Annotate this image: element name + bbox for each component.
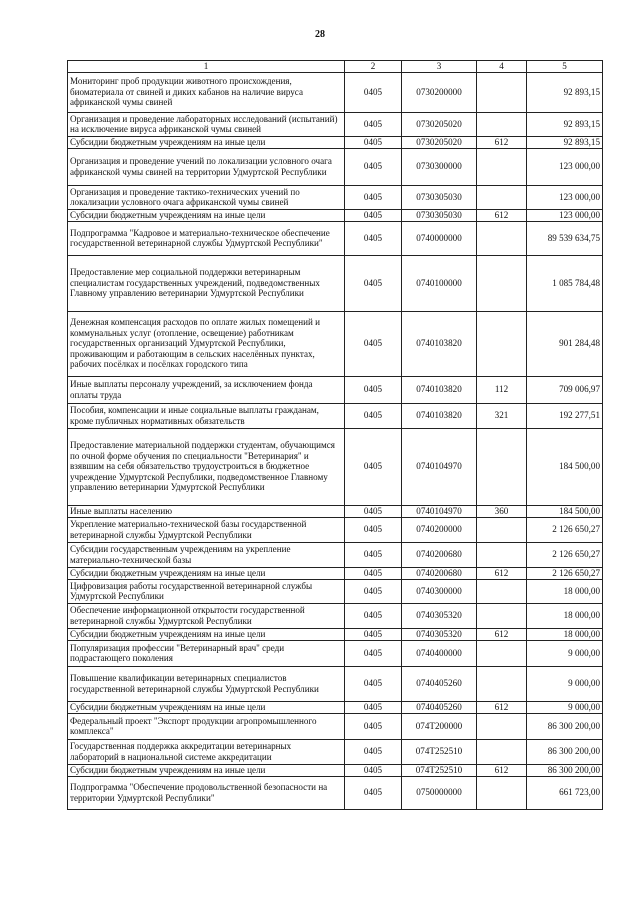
table-row [68,255,603,311]
table-row [68,640,603,666]
section-code: 0405 [345,517,402,542]
amount: 184 500,00 [527,428,603,505]
section-code: 0405 [345,376,402,403]
column-number-3: 3 [402,61,477,73]
table-row [68,148,603,185]
target-article-code: 0730205020 [402,136,477,148]
amount: 2 126 650,27 [527,542,603,567]
table-row [68,185,603,209]
target-article-code: 0740305320 [402,603,477,628]
amount: 92 893,15 [527,136,603,148]
section-code: 0405 [345,764,402,776]
page-number: 28 [315,29,325,40]
amount: 86 300 200,00 [527,764,603,776]
section-code: 0405 [345,776,402,809]
item-name: Организация и проведение тактико-технических учений по локализации условного очага африканской чумы свиней [68,185,345,209]
amount: 1 085 784,48 [527,255,603,311]
amount: 18 000,00 [527,579,603,603]
item-name: Организация и проведение лабораторных исследований (испытаний) на исключение вируса африканской чумы свиней [68,112,345,136]
table-row [68,221,603,255]
section-code: 0405 [345,567,402,579]
item-name: Субсидии бюджетным учреждениям на иные цели [68,628,345,640]
amount: 123 000,00 [527,185,603,209]
amount: 184 500,00 [527,505,603,517]
item-name: Субсидии бюджетным учреждениям на иные цели [68,567,345,579]
table-row [68,701,603,713]
table-row [68,505,603,517]
column-number-row [68,61,603,73]
amount: 123 000,00 [527,209,603,221]
item-name: Обеспечение информационной открытости государственной ветеринарной службы Удмуртской Республики [68,603,345,628]
target-article-code: 0730305030 [402,185,477,209]
expense-type-code [477,713,527,739]
item-name: Подпрограмма "Обеспечение продовольственной безопасности на территории Удмуртской Республики" [68,776,345,809]
target-article-code: 0740405260 [402,666,477,701]
item-name: Федеральный проект "Экспорт продукции агропромышленного комплекса" [68,713,345,739]
target-article-code: 0730205020 [402,112,477,136]
target-article-code: 0740000000 [402,221,477,255]
section-code: 0405 [345,72,402,112]
amount: 86 300 200,00 [527,739,603,764]
amount: 123 000,00 [527,148,603,185]
target-article-code: 0740104970 [402,505,477,517]
table-row [68,72,603,112]
section-code: 0405 [345,640,402,666]
target-article-code: 0740104970 [402,428,477,505]
table-row [68,403,603,428]
amount: 18 000,00 [527,603,603,628]
amount: 86 300 200,00 [527,713,603,739]
section-code: 0405 [345,579,402,603]
item-name: Субсидии бюджетным учреждениям на иные цели [68,701,345,713]
item-name: Субсидии бюджетным учреждениям на иные цели [68,764,345,776]
amount: 192 277,51 [527,403,603,428]
amount: 709 006,97 [527,376,603,403]
target-article-code: 0750000000 [402,776,477,809]
amount: 2 126 650,27 [527,567,603,579]
table-row [68,209,603,221]
item-name: Популяризация профессии "Ветеринарный врач" среди подрастающего поколения [68,640,345,666]
item-name: Предоставление материальной поддержки студентам, обучающимся по очной форме обучения по специальности "Ветеринария" и взявшим на себя обязательство трудоустроиться в бюджетное учреждение Удмуртской Республики, подведомственное Главному управлению ветеринарии Удмуртской Республики [68,428,345,505]
expense-type-code [477,311,527,376]
table-row [68,376,603,403]
table-row [68,739,603,764]
amount: 18 000,00 [527,628,603,640]
table-row [68,603,603,628]
amount: 901 284,48 [527,311,603,376]
column-number-4: 4 [477,61,527,73]
expense-type-code: 112 [477,376,527,403]
column-number-2: 2 [345,61,402,73]
expense-type-code [477,579,527,603]
expense-type-code [477,255,527,311]
table-row [68,428,603,505]
amount: 89 539 634,75 [527,221,603,255]
amount: 92 893,15 [527,112,603,136]
target-article-code: 0730305030 [402,209,477,221]
target-article-code: 0740400000 [402,640,477,666]
expense-type-code [477,739,527,764]
expense-type-code [477,221,527,255]
amount: 92 893,15 [527,72,603,112]
column-number-5: 5 [527,61,603,73]
expense-type-code [477,776,527,809]
section-code: 0405 [345,148,402,185]
expense-type-code [477,542,527,567]
amount: 9 000,00 [527,701,603,713]
target-article-code: 0730200000 [402,72,477,112]
table-row [68,666,603,701]
target-article-code: 0740405260 [402,701,477,713]
budget-rows [68,72,603,809]
target-article-code: 0740200680 [402,567,477,579]
budget-table [67,60,603,810]
expense-type-code [477,640,527,666]
target-article-code: 074Т252510 [402,739,477,764]
item-name: Субсидии государственным учреждениям на укрепление материально-технической базы [68,542,345,567]
item-name: Государственная поддержка аккредитации ветеринарных лабораторий в национальной системе аккредитации [68,739,345,764]
expense-type-code: 612 [477,764,527,776]
item-name: Подпрограмма "Кадровое и материально-техническое обеспечение государственной ветеринарной службы Удмуртской Республики" [68,221,345,255]
section-code: 0405 [345,628,402,640]
target-article-code: 0740300000 [402,579,477,603]
section-code: 0405 [345,713,402,739]
item-name: Организация и проведение учений по локализации условного очага африканской чумы свиней на территории Удмуртской Республики [68,148,345,185]
table-row [68,579,603,603]
expense-type-code [477,517,527,542]
item-name: Денежная компенсация расходов по оплате жилых помещений и коммунальных услуг (отопление, освещение) работникам государственных организаций Удмуртской Республики, проживающим и работающим в сельских населённых пунктах, рабочих посёлках и посёлках городского типа [68,311,345,376]
table-row [68,112,603,136]
section-code: 0405 [345,701,402,713]
item-name: Иные выплаты населению [68,505,345,517]
expense-type-code [477,185,527,209]
target-article-code: 0740305320 [402,628,477,640]
expense-type-code: 321 [477,403,527,428]
section-code: 0405 [345,255,402,311]
target-article-code: 0740103820 [402,376,477,403]
table-row [68,567,603,579]
target-article-code: 074Т252510 [402,764,477,776]
table-row [68,628,603,640]
expense-type-code: 612 [477,628,527,640]
column-number-1: 1 [68,61,345,73]
item-name: Субсидии бюджетным учреждениям на иные цели [68,209,345,221]
item-name: Повышение квалификации ветеринарных специалистов государственной ветеринарной службы Удмуртской Республики [68,666,345,701]
expense-type-code [477,603,527,628]
item-name: Цифровизация работы государственной ветеринарной службы Удмуртской Республики [68,579,345,603]
section-code: 0405 [345,112,402,136]
section-code: 0405 [345,428,402,505]
table-row [68,136,603,148]
expense-type-code: 612 [477,567,527,579]
item-name: Предоставление мер социальной поддержки ветеринарным специалистам государственных учреждений, подведомственных Главному управлению ветеринарии Удмуртской Республики [68,255,345,311]
amount: 9 000,00 [527,640,603,666]
expense-type-code: 612 [477,209,527,221]
expense-type-code [477,666,527,701]
item-name: Мониторинг проб продукции животного происхождения, биоматериала от свиней и диких кабанов на наличие вируса африканской чумы свиней [68,72,345,112]
section-code: 0405 [345,403,402,428]
item-name: Пособия, компенсации и иные социальные выплаты гражданам, кроме публичных нормативных обязательств [68,403,345,428]
item-name: Укрепление материально-технической базы государственной ветеринарной службы Удмуртской Республики [68,517,345,542]
amount: 661 723,00 [527,776,603,809]
table-row [68,764,603,776]
section-code: 0405 [345,505,402,517]
target-article-code: 0740100000 [402,255,477,311]
section-code: 0405 [345,221,402,255]
table-row [68,713,603,739]
expense-type-code [477,112,527,136]
expense-type-code [477,428,527,505]
amount: 9 000,00 [527,666,603,701]
section-code: 0405 [345,666,402,701]
expense-type-code: 612 [477,136,527,148]
section-code: 0405 [345,311,402,376]
section-code: 0405 [345,603,402,628]
section-code: 0405 [345,136,402,148]
target-article-code: 0740200000 [402,517,477,542]
amount: 2 126 650,27 [527,517,603,542]
target-article-code: 0730300000 [402,148,477,185]
item-name: Субсидии бюджетным учреждениям на иные цели [68,136,345,148]
target-article-code: 0740103820 [402,311,477,376]
table-row [68,517,603,542]
table-row [68,311,603,376]
target-article-code: 074Т200000 [402,713,477,739]
expense-type-code [477,148,527,185]
table-row [68,776,603,809]
expense-type-code: 360 [477,505,527,517]
expense-type-code [477,72,527,112]
section-code: 0405 [345,209,402,221]
expense-type-code: 612 [477,701,527,713]
section-code: 0405 [345,739,402,764]
target-article-code: 0740200680 [402,542,477,567]
table-row [68,542,603,567]
section-code: 0405 [345,185,402,209]
target-article-code: 0740103820 [402,403,477,428]
section-code: 0405 [345,542,402,567]
item-name: Иные выплаты персоналу учреждений, за исключением фонда оплаты труда [68,376,345,403]
